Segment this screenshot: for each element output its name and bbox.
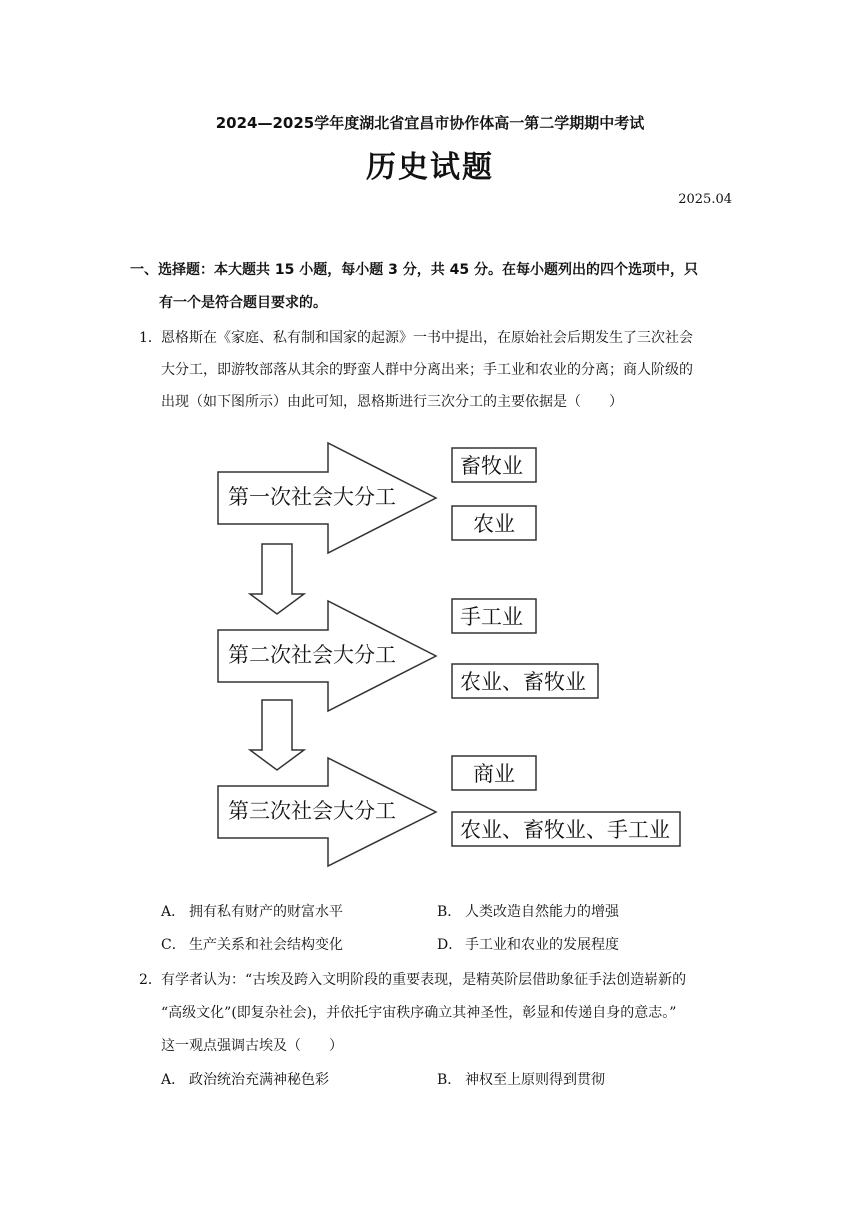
exam-header: 2024—2025学年度湖北省宜昌市协作体高一第二学期期中考试 [215, 114, 645, 132]
option-text: 拥有私有财产的财富水平 [189, 904, 343, 920]
option-a[interactable] [161, 1069, 329, 1089]
box-label: 农业 [473, 512, 515, 536]
question-text-line: 有学者认为：“古埃及跨入文明阶段的重要表现，是精英阶层借助象征手法创造崭新的 [161, 972, 687, 988]
option-letter: B． [437, 1072, 462, 1088]
option-text: 神权至上原则得到贯彻 [465, 1072, 605, 1088]
question-number: 2． [139, 972, 162, 988]
arrow-label: 第二次社会大分工 [228, 643, 396, 667]
exam-date: 2025.04 [678, 192, 732, 207]
arrow-label: 第一次社会大分工 [228, 485, 396, 509]
box-label: 农业、畜牧业、手工业 [460, 818, 670, 842]
arrow-label: 第三次社会大分工 [228, 799, 396, 823]
option-letter: C． [161, 937, 186, 953]
box-label: 商业 [473, 762, 515, 786]
option-text: 手工业和农业的发展程度 [465, 937, 619, 953]
option-d[interactable] [437, 934, 619, 954]
question-text-line: 出现（如下图所示）由此可知，恩格斯进行三次分工的主要依据是（ ） [161, 394, 623, 410]
down-arrow-icon [250, 700, 304, 770]
division-of-labor-diagram [208, 438, 688, 878]
section-heading-line1: 一、选择题：本大题共 15 小题，每小题 3 分，共 45 分。在每小题列出的四个选项中，只 [130, 262, 698, 278]
option-a[interactable] [161, 901, 343, 921]
question-text-line: 这一观点强调古埃及（ ） [161, 1038, 343, 1054]
option-text: 生产关系和社会结构变化 [189, 937, 343, 953]
option-letter: D． [437, 937, 463, 953]
option-c[interactable] [161, 934, 343, 954]
option-letter: A． [161, 904, 186, 920]
question-number: 1． [139, 330, 162, 346]
box-label: 畜牧业 [460, 454, 523, 478]
box-label: 手工业 [460, 605, 523, 629]
option-letter: B． [437, 904, 462, 920]
section-heading-line2: 有一个是符合题目要求的。 [159, 295, 327, 311]
option-text: 人类改造自然能力的增强 [465, 904, 619, 920]
option-b[interactable] [437, 901, 619, 921]
box-label: 农业、畜牧业 [460, 670, 586, 694]
option-b[interactable] [437, 1069, 605, 1089]
option-letter: A． [161, 1072, 186, 1088]
question-text-line: “高级文化”(即复杂社会)，并依托宇宙秩序确立其神圣性，彰显和传递自身的意志。” [161, 1005, 677, 1021]
question-text-line: 恩格斯在《家庭、私有制和国家的起源》一书中提出，在原始社会后期发生了三次社会 [161, 330, 693, 346]
down-arrow-icon [250, 544, 304, 614]
question-text-line: 大分工，即游牧部落从其余的野蛮人群中分离出来；手工业和农业的分离；商人阶级的 [161, 362, 693, 378]
option-text: 政治统治充满神秘色彩 [189, 1072, 329, 1088]
page-title: 历史试题 [366, 150, 494, 185]
